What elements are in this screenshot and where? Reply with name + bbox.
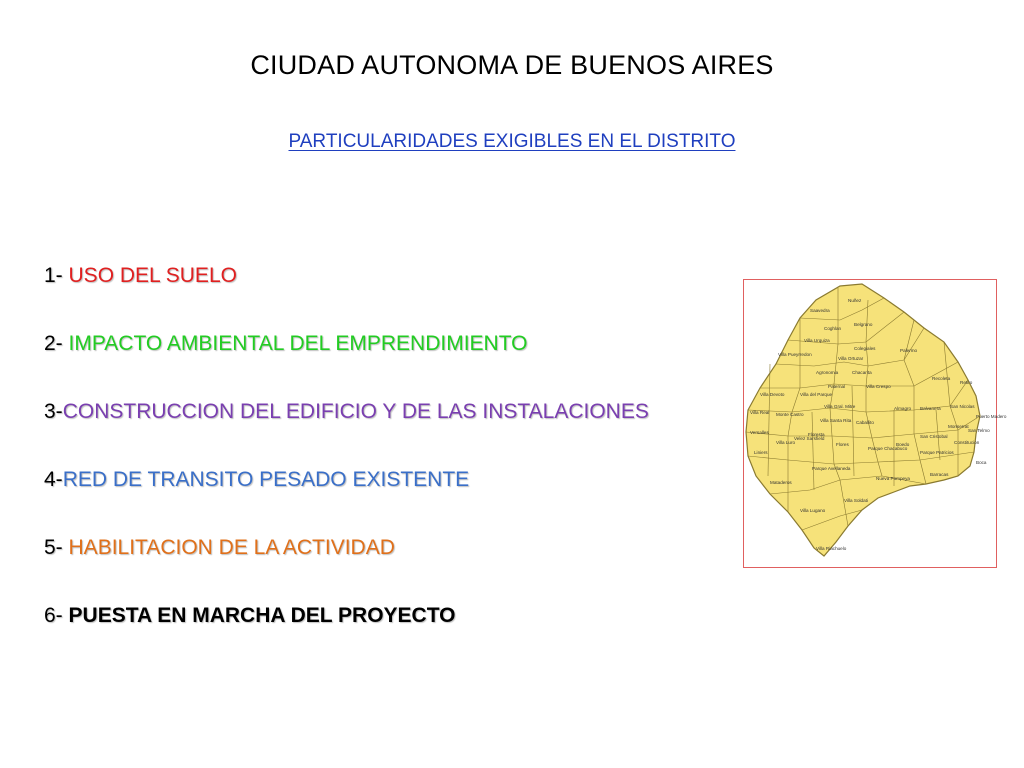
list-item — [44, 399, 649, 467]
barrio-label: Coghlan — [824, 326, 842, 331]
barrio-label: Chacarita — [852, 370, 872, 375]
barrio-label: Villa Real — [750, 410, 770, 415]
item-number: 1- — [44, 264, 69, 287]
barrio-label: San Nicolas — [950, 404, 975, 409]
page-title: CIUDAD AUTONOMA DE BUENOS AIRES — [250, 50, 774, 80]
barrio-label: Boca — [976, 460, 987, 465]
barrio-label: Villa Santa Rita — [820, 418, 852, 423]
barrio-label: Villa Ortuzar — [838, 356, 864, 361]
page-subtitle[interactable]: PARTICULARIDADES EXIGIBLES EN EL DISTRITO — [288, 131, 736, 152]
barrio-label: Nuñez — [848, 298, 862, 303]
item-text: CONSTRUCCION DEL EDIFICIO Y DE LAS INSTALACIONES — [62, 400, 649, 423]
barrio-label: Agronomia — [816, 370, 839, 375]
barrio-label: Parque Chacabuco — [868, 446, 908, 451]
barrio-label: Monserrat — [948, 424, 969, 429]
barrio-label: Villa Crespo — [866, 384, 891, 389]
item-text: USO DEL SUELO — [68, 264, 237, 287]
barrio-label: Villa Soldati — [844, 498, 868, 503]
list-item — [44, 331, 649, 399]
barrio-label: Barracas — [930, 472, 949, 477]
list-item — [44, 467, 649, 535]
barrio-label: Villa Pueyrredon — [778, 352, 812, 357]
barrio-label: Almagro — [894, 406, 912, 411]
barrio-label: Colegiales — [854, 346, 876, 351]
barrios-map — [743, 279, 1007, 568]
barrio-label: Flores — [836, 442, 849, 447]
barrio-label: Constitucion — [954, 440, 980, 445]
item-text: HABILITACION DE LA ACTIVIDAD — [68, 536, 395, 559]
barrio-label: San Telmo — [968, 428, 990, 433]
barrio-label: Boedo — [896, 442, 910, 447]
barrio-label: Caballito — [856, 420, 874, 425]
barrio-label: Recoleta — [932, 376, 951, 381]
item-text: PUESTA EN MARCHA DEL PROYECTO — [68, 604, 456, 627]
barrio-label: Floresta — [808, 432, 825, 437]
barrio-label: Parque Patricios — [920, 450, 954, 455]
item-number: 5- — [44, 536, 69, 559]
barrio-label: Paternal — [828, 384, 846, 389]
list-item — [44, 535, 649, 603]
barrio-label: Balvanera — [920, 406, 941, 411]
item-number: 4- — [44, 468, 63, 491]
barrio-label: Villa Riachuelo — [816, 546, 847, 551]
barrio-label: Nueva Pompeya — [876, 476, 910, 481]
barrio-label: Retiro — [960, 380, 973, 385]
barrio-label: Parque Avellaneda — [812, 466, 851, 471]
barrio-label: Villa Lugano — [800, 508, 826, 513]
list-item — [44, 263, 649, 331]
barrio-label: Mataderos — [770, 480, 792, 485]
barrio-label: Belgrano — [854, 322, 873, 327]
item-text: IMPACTO AMBIENTAL DEL EMPRENDIMIENTO — [68, 332, 528, 355]
item-text: RED DE TRANSITO PESADO EXISTENTE — [62, 468, 470, 491]
barrio-label: Villa Urquiza — [804, 338, 830, 343]
item-number: 6- — [44, 604, 69, 627]
barrio-label: Villa del Parque — [800, 392, 833, 397]
barrio-label: Puerto Madero — [976, 414, 1007, 419]
barrio-label: Villa Luro — [776, 440, 796, 445]
barrio-label: Liniers — [754, 450, 768, 455]
requirements-list — [44, 263, 649, 671]
map-svg — [744, 280, 1007, 567]
barrio-label: Villa Devoto — [760, 392, 785, 397]
barrio-label: Monte Castro — [776, 412, 804, 417]
barrio-label: Palermo — [900, 348, 918, 353]
barrio-label: Villa Gral. Mitre — [824, 404, 856, 409]
barrio-label: Velez Sarsfield — [794, 436, 825, 441]
item-number: 2- — [44, 332, 69, 355]
barrio-label: Saavedra — [810, 308, 830, 313]
list-item — [44, 603, 649, 671]
barrio-label: Versalles — [750, 430, 769, 435]
barrio-label: San Cristobal — [920, 434, 948, 439]
item-number: 3- — [44, 400, 63, 423]
